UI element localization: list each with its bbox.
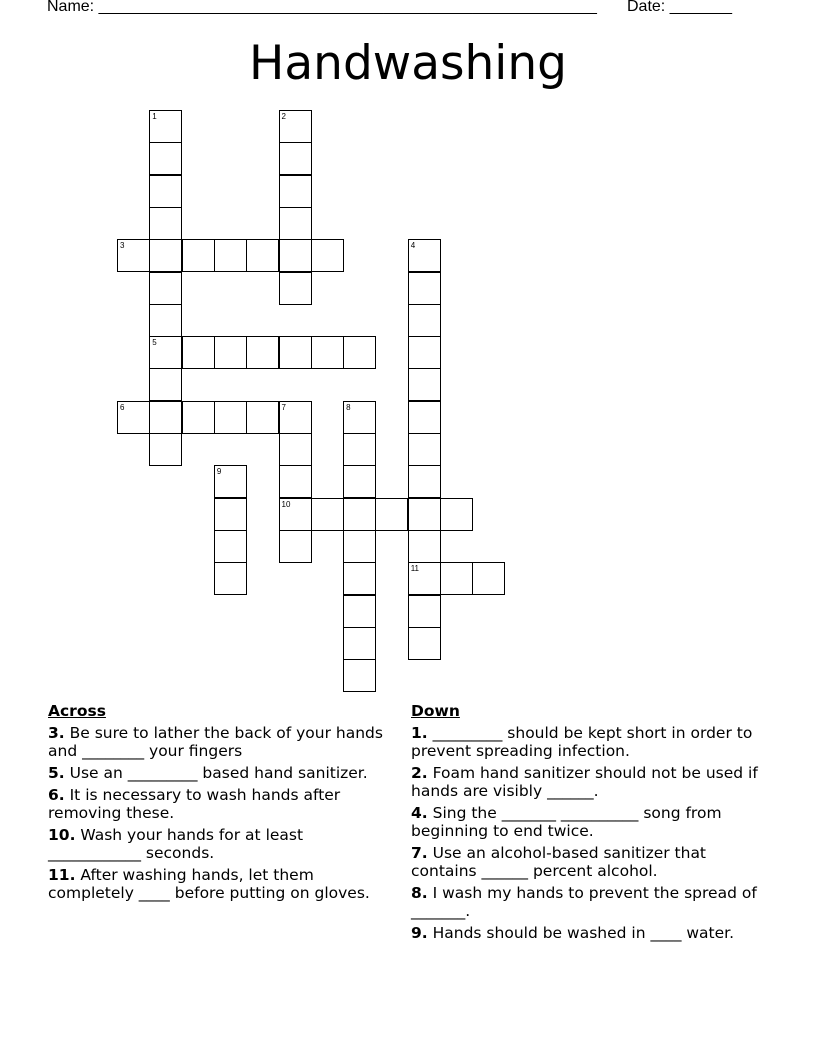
crossword-cell[interactable] [214,530,247,563]
name-blank: ________________________________________________________ [98,0,597,15]
crossword-cell[interactable] [440,498,473,531]
crossword-cell[interactable] [279,110,312,143]
clue-text: It is necessary to wash hands after removing these. [48,786,341,822]
crossword-cell[interactable] [149,110,182,143]
clue-number: 4. [411,804,428,822]
crossword-cell[interactable] [343,627,376,660]
crossword-cell[interactable] [279,207,312,240]
cell-number: 1 [152,112,157,121]
crossword-cell[interactable] [246,239,279,272]
crossword-cell[interactable] [408,401,441,434]
cell-number: 2 [281,112,286,121]
clue-text: I wash my hands to prevent the spread of _______. [411,884,757,920]
crossword-cell[interactable] [182,239,215,272]
crossword-cell[interactable] [149,272,182,305]
crossword-cell[interactable] [149,401,182,434]
page-title: Handwashing [249,36,567,91]
across-clue [48,866,398,902]
across-clue [48,764,398,782]
crossword-cell[interactable] [279,465,312,498]
crossword-cell[interactable] [149,336,182,369]
cell-number: 8 [346,402,351,412]
clue-text: Use an alcohol-based sanitizer that contains ______ percent alcohol. [411,844,707,880]
down-clue [411,924,761,942]
across-clue [48,826,398,862]
across-clue [48,786,398,822]
clue-text: Foam hand sanitizer should not be used if hands are visibly ______. [411,764,758,800]
crossword-cell[interactable] [246,336,279,369]
down-heading: Down [411,702,460,720]
cell-number: 11 [410,564,419,574]
down-clue-list [411,724,761,942]
crossword-cell[interactable] [343,498,376,531]
crossword-cell[interactable] [311,336,344,369]
down-clue [411,764,761,800]
crossword-cell[interactable] [440,562,473,595]
crossword-cell[interactable] [343,659,376,692]
crossword-cell[interactable] [214,336,247,369]
down-clue [411,844,761,880]
crossword-cell[interactable] [117,239,150,272]
clue-number: 1. [411,724,428,742]
crossword-cell[interactable] [149,175,182,208]
down-clue [411,884,761,920]
crossword-cell[interactable] [182,401,215,434]
clue-number: 2. [411,764,428,782]
clue-text: Wash your hands for at least ____________ seconds. [48,826,304,862]
crossword-cell[interactable] [246,401,279,434]
crossword-cell[interactable] [149,239,182,272]
across-clue-list [48,724,398,902]
crossword-cell[interactable] [214,465,247,498]
clue-text: After washing hands, let them completely ____ before putting on gloves. [48,866,370,902]
cell-number: 7 [281,402,286,412]
clue-number: 9. [411,924,428,942]
cell-number: 4 [410,241,416,251]
clue-text: Hands should be washed in ____ water. [427,924,735,942]
crossword-cell[interactable] [279,272,312,305]
crossword-cell[interactable] [214,498,247,531]
clue-number: 5. [48,764,65,782]
crossword-cell[interactable] [343,465,376,498]
crossword-cell[interactable] [279,239,312,272]
crossword-cell[interactable] [149,433,182,466]
down-clue [411,724,761,760]
clue-text: Be sure to lather the back of your hands and ________ your fingers [48,724,383,760]
crossword-cell[interactable] [408,336,441,369]
crossword-cell[interactable] [149,142,182,175]
crossword-cell[interactable] [408,627,441,660]
name-label: Name: [47,0,95,15]
across-clue [48,724,398,760]
crossword-cell[interactable] [343,433,376,466]
crossword-cell[interactable] [408,465,441,498]
clue-number: 7. [411,844,428,862]
cell-number: 9 [216,467,222,477]
crossword-cell[interactable] [343,336,376,369]
crossword-cell[interactable] [182,336,215,369]
crossword-cell[interactable] [408,562,441,595]
crossword-cell[interactable] [408,304,441,337]
cell-number: 10 [281,499,291,509]
crossword-cell[interactable] [311,498,344,531]
crossword-cell[interactable] [279,401,312,434]
crossword-cell[interactable] [149,304,182,337]
date-blank: _______ [669,0,732,15]
crossword-cell[interactable] [408,530,441,563]
crossword-cell[interactable] [279,175,312,208]
crossword-cell[interactable] [408,368,441,401]
across-clues [48,702,398,906]
crossword-cell[interactable] [117,401,150,434]
crossword-cell[interactable] [375,498,408,531]
cell-number: 6 [120,402,125,412]
crossword-cell[interactable] [408,239,441,272]
clue-number: 6. [48,786,65,804]
clue-text: Sing the _______ __________ song from beginning to end twice. [411,804,722,840]
crossword-cell[interactable] [279,336,312,369]
clue-text: _________ should be kept short in order to prevent spreading infection. [411,724,753,760]
down-clue [411,804,761,840]
across-heading: Across [48,702,106,720]
crossword-cell[interactable] [279,498,312,531]
crossword-cell[interactable] [343,401,376,434]
down-clues [411,702,761,946]
crossword-cell[interactable] [343,530,376,563]
clue-number: 8. [411,884,428,902]
clue-number: 3. [48,724,65,742]
crossword-cell[interactable] [343,562,376,595]
clue-text: Use an _________ based hand sanitizer. [64,764,368,782]
cell-number: 3 [120,241,125,251]
crossword-cell[interactable] [279,142,312,175]
crossword-cell[interactable] [279,433,312,466]
clue-number: 11. [48,866,76,884]
crossword-cell[interactable] [149,368,182,401]
crossword-cell[interactable] [149,207,182,240]
date-label: Date: [627,0,666,15]
cell-number: 5 [152,338,157,348]
crossword-cell[interactable] [408,272,441,305]
crossword-cell[interactable] [214,401,247,434]
crossword-cell[interactable] [279,530,312,563]
clue-number: 10. [48,826,76,844]
crossword-cell[interactable] [472,562,505,595]
crossword-cell[interactable] [408,433,441,466]
crossword-cell[interactable] [408,498,441,531]
crossword-cell[interactable] [214,562,247,595]
crossword-cell[interactable] [214,239,247,272]
crossword-cell[interactable] [408,595,441,628]
crossword-cell[interactable] [343,595,376,628]
crossword-cell[interactable] [311,239,344,272]
